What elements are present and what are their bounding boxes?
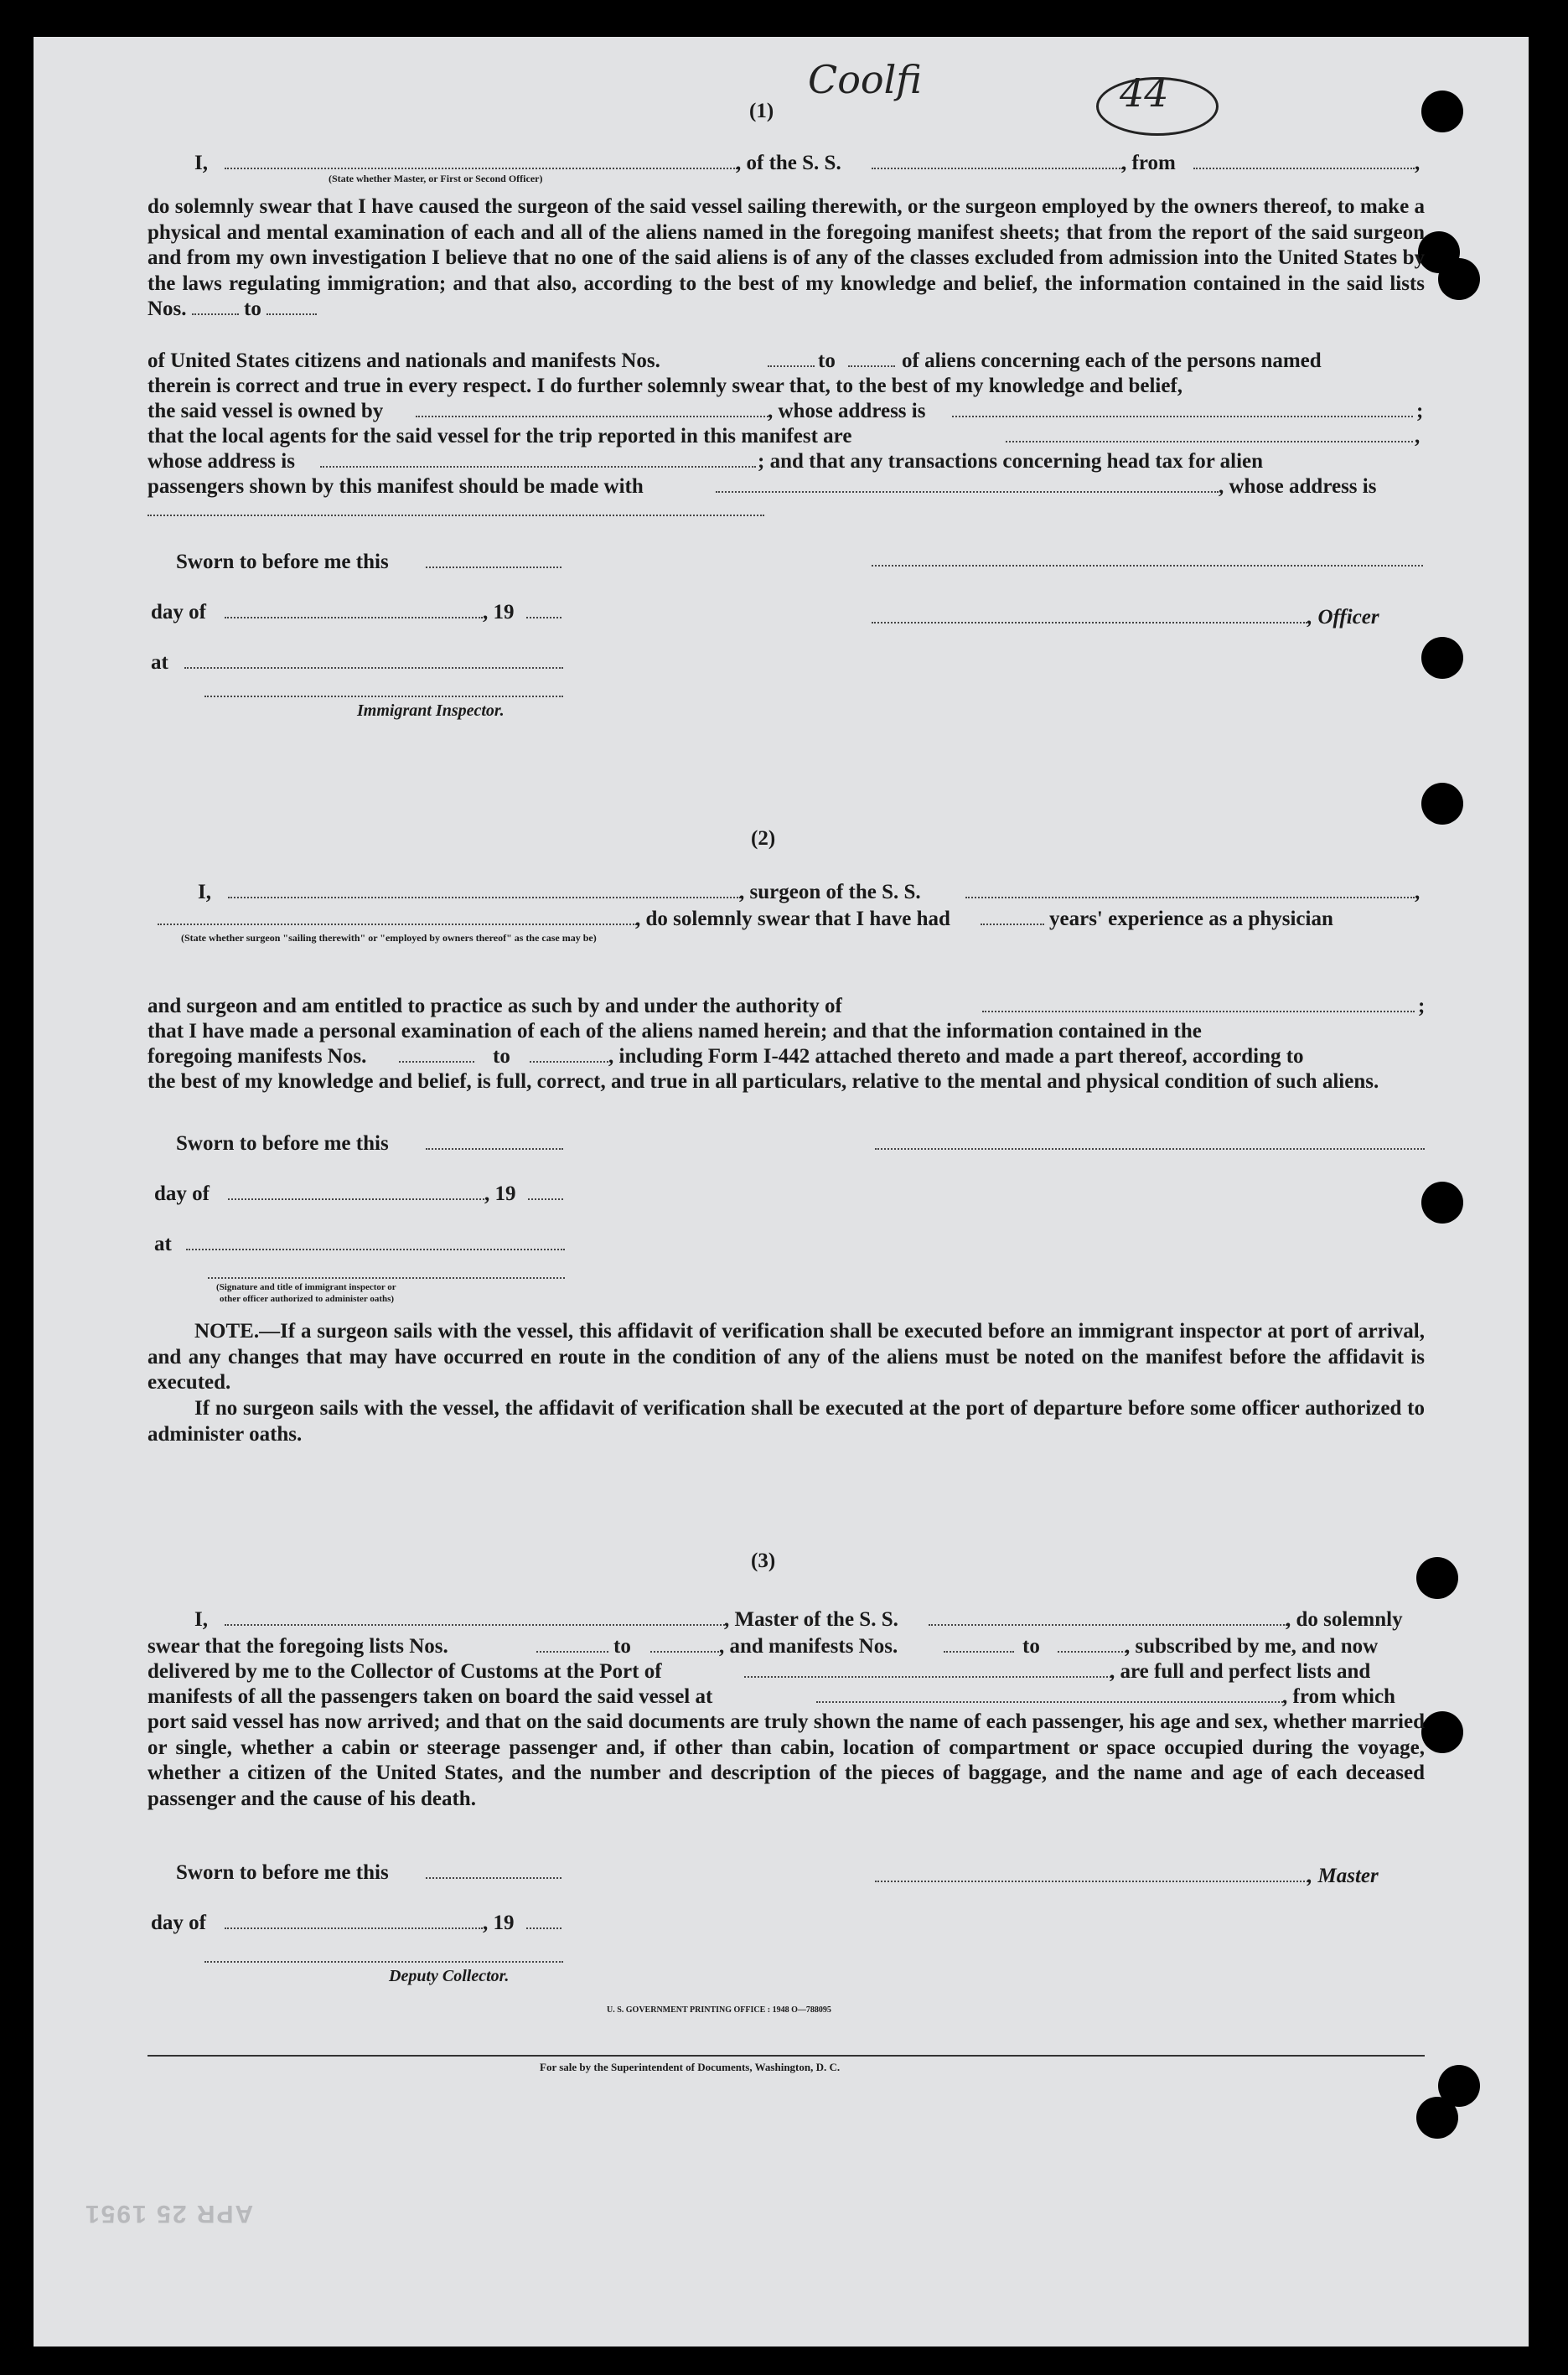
s1-day-field[interactable] — [225, 617, 483, 618]
s1-from-field[interactable] — [1193, 168, 1415, 169]
s1-owner-address-field[interactable] — [952, 416, 1413, 417]
s1-whose-address-end: , whose address is — [1219, 475, 1377, 498]
s2-surgeon-name-field[interactable] — [228, 897, 741, 898]
s3-master-label: , Master — [1307, 1865, 1379, 1887]
s3-line1-i: I, — [194, 1608, 208, 1631]
s3-to-2: to — [1022, 1635, 1040, 1658]
s1-agents-text: that the local agents for the said vessel for the trip reported in this manifest are — [147, 425, 852, 448]
s3-vessel-field[interactable] — [929, 1624, 1287, 1626]
s1-at: at — [151, 651, 168, 674]
s1-owned-text: the said vessel is owned by — [147, 400, 384, 422]
s2-status-field[interactable] — [158, 924, 637, 925]
s3-lists-to-field[interactable] — [650, 1651, 722, 1653]
s1-oath-paragraph — [147, 194, 1425, 323]
received-stamp: APR 25 1951 — [84, 2200, 254, 2228]
s3-manifests-from-field[interactable] — [944, 1651, 1014, 1653]
s1-inspector-label: Immigrant Inspector. — [357, 701, 505, 720]
s1-correct-text: therein is correct and true in every respect. I do further solemnly swear that, to the best of my knowledge and belief, — [147, 375, 1183, 397]
s1-head-tax-field[interactable] — [716, 491, 1219, 493]
s2-form-text: , including Form I-442 attached thereto and made a part thereof, according to — [608, 1045, 1304, 1068]
s2-day-of: day of — [154, 1182, 210, 1205]
s2-note-2: If no surgeon sails with the vessel, the affidavit of verification shall be executed at the port of departure before some officer authorized to administer oaths. — [147, 1397, 1425, 1446]
s1-oath-text: do solemnly swear that I have caused the surgeon of the said vessel sailing therewith, or the surgeon employed by the owners thereof, to make a physical and mental examination of each and all of the aliens named in the foregoing manifest sheets; that from the report of the said surgeon and from my own investigation I believe that no one of the said aliens is of any of the classes excluded from admission into the United States by the laws regulating immigration; and that also, according to the best of my knowledge and belief, the information contained in the said lists Nos. — [147, 195, 1425, 320]
s1-vessel-field[interactable] — [872, 168, 1123, 169]
handwritten-note: Coolfi — [808, 57, 922, 102]
s3-sworn-text: Sworn to before me this — [176, 1861, 389, 1884]
s2-at-field[interactable] — [186, 1249, 565, 1250]
punch-hole — [1421, 637, 1463, 679]
punch-hole — [1421, 91, 1463, 132]
punch-hole — [1438, 258, 1480, 300]
s2-vessel-field[interactable] — [965, 897, 1415, 898]
s1-of-ss: , of the S. S. — [736, 152, 841, 174]
s2-year-field[interactable] — [528, 1198, 563, 1200]
s2-day-field[interactable] — [228, 1198, 484, 1200]
s1-rank-caption: (State whether Master, or First or Second Officer) — [329, 173, 543, 184]
s1-at-field[interactable] — [184, 667, 563, 669]
sheet-number: 44 — [1120, 70, 1169, 116]
s1-manifests-from-field[interactable] — [768, 365, 815, 367]
s2-note-1: NOTE.—If a surgeon sails with the vessel, this affidavit of verification shall be executed before an immigrant inspector at port of arrival, and any changes that may have occurred en route in the condition of any of the aliens must be noted on the manifest before the affidavit is executed. — [147, 1320, 1425, 1394]
s1-to-1: to — [244, 298, 261, 320]
s2-sworn-text: Sworn to before me this — [176, 1132, 389, 1155]
s2-examination-text: that I have made a personal examination of each of the aliens named herein; and that the information contained in the — [147, 1020, 1202, 1043]
s2-authority-field[interactable] — [982, 1011, 1415, 1012]
s3-swear-text: swear that the foregoing lists Nos. — [147, 1635, 448, 1658]
s1-head-tax-text: ; and that any transactions concerning head tax for alien — [758, 450, 1264, 473]
s2-manifests-text: foregoing manifests Nos. — [147, 1045, 367, 1068]
s2-sig-caption-2: other officer authorized to administer oaths) — [220, 1294, 395, 1304]
s3-day-field[interactable] — [225, 1927, 483, 1929]
s3-port-field[interactable] — [744, 1676, 1111, 1678]
s1-year-text: , 19 — [483, 601, 515, 624]
s2-sig-caption-1: (Signature and title of immigrant inspector or — [216, 1282, 396, 1292]
s1-whose-address: , whose address is — [768, 400, 926, 422]
s3-lists-from-field[interactable] — [536, 1651, 608, 1653]
s2-had-text: , do solemnly swear that I have had — [635, 908, 950, 930]
s2-year-text: , 19 — [484, 1182, 516, 1205]
s3-and-manifests: , and manifests Nos. — [719, 1635, 898, 1658]
footer-rule — [147, 2055, 1425, 2057]
s3-departure-field[interactable] — [816, 1701, 1286, 1703]
punch-hole — [1416, 2097, 1458, 2139]
s3-delivered-text: delivered by me to the Collector of Customs at the Port of — [147, 1660, 662, 1683]
s2-line1-i: I, — [198, 881, 211, 903]
section-1-number: (1) — [749, 100, 774, 122]
s2-at: at — [154, 1233, 172, 1255]
s1-whose-addr-text: whose address is — [147, 450, 295, 473]
punch-hole — [1421, 783, 1463, 825]
s2-manifests-to-field[interactable] — [530, 1061, 608, 1063]
s3-from-which: , from which — [1282, 1685, 1395, 1708]
s1-sworn-text: Sworn to before me this — [176, 551, 389, 573]
s3-master-name-field[interactable] — [225, 1624, 727, 1626]
s1-officer-label: , Officer — [1307, 606, 1379, 629]
s1-head-tax-address-field[interactable] — [147, 515, 764, 516]
s3-year-text: , 19 — [483, 1912, 515, 1934]
s2-to: to — [493, 1045, 510, 1068]
s2-surgeon-of-ss: , surgeon of the S. S. — [739, 881, 921, 903]
punch-hole — [1421, 1182, 1463, 1224]
s1-from: , from — [1121, 152, 1176, 174]
s3-to-1: to — [613, 1635, 631, 1658]
s3-solemnly: , do solemnly — [1286, 1608, 1403, 1631]
s1-agents-address-field[interactable] — [320, 466, 756, 468]
s2-sworn-field[interactable] — [426, 1148, 563, 1150]
s2-authority-text: and surgeon and am entitled to practice as such by and under the authority of — [147, 995, 842, 1017]
s2-surgeon-signature[interactable] — [875, 1148, 1425, 1150]
s1-line1-i: I, — [194, 152, 208, 174]
s3-deputy-signature[interactable] — [204, 1961, 563, 1963]
s1-year-field[interactable] — [526, 617, 561, 618]
s1-officer-signature-1[interactable] — [872, 565, 1423, 567]
s1-line1-comma: , — [1415, 152, 1421, 174]
s1-lists-to-field[interactable] — [267, 313, 317, 315]
s3-manifests-all-text: manifests of all the passengers taken on board the said vessel at — [147, 1685, 713, 1708]
s1-rank-field[interactable] — [225, 168, 737, 169]
s1-officer-signature-2[interactable] — [872, 622, 1307, 624]
punch-hole — [1416, 1557, 1458, 1599]
s3-documents-paragraph: port said vessel has now arrived; and that on the said documents are truly shown the name of each passenger, his age and sex, whether married or single, whether a cabin or steerage passenger and, if other than cabin, location of compartment or space occupied during the voyage, whether a citizen of the United States, and the number and description of the pieces of baggage, and the name and age of each deceased passenger and the cause of his death. — [147, 1710, 1425, 1810]
s2-semicolon: ; — [1418, 995, 1426, 1017]
s1-semicolon: ; — [1416, 400, 1424, 422]
form-sheet — [34, 37, 1529, 2347]
punch-hole — [1421, 1711, 1463, 1753]
section-2-number: (2) — [751, 827, 776, 850]
s3-subscribed: , subscribed by me, and now — [1125, 1635, 1379, 1658]
s3-day-of: day of — [151, 1912, 206, 1934]
s3-master-of-ss: , Master of the S. S. — [724, 1608, 898, 1631]
s1-aliens-text: of aliens concerning each of the persons named — [902, 349, 1322, 372]
s2-years-field[interactable] — [981, 924, 1044, 925]
s1-lists-from-field[interactable] — [192, 313, 239, 315]
s1-sworn-field[interactable] — [426, 567, 561, 568]
s1-citizens-text: of United States citizens and nationals and manifests Nos. — [147, 349, 660, 372]
sale-notice: For sale by the Superintendent of Documents, Washington, D. C. — [540, 2061, 841, 2073]
section-3-number: (3) — [751, 1550, 776, 1572]
s1-owner-field[interactable] — [416, 416, 771, 417]
s3-manifests-to-field[interactable] — [1058, 1651, 1126, 1653]
s2-manifests-from-field[interactable] — [399, 1061, 474, 1063]
s2-line1-comma: , — [1415, 881, 1421, 903]
gpo-imprint: U. S. GOVERNMENT PRINTING OFFICE : 1948 O—788095 — [607, 2005, 831, 2015]
s1-to-2: to — [818, 349, 836, 372]
s3-sworn-field[interactable] — [426, 1877, 561, 1879]
s3-year-field[interactable] — [526, 1927, 561, 1929]
s1-day-of: day of — [151, 601, 206, 624]
s1-inspector-signature[interactable] — [204, 696, 563, 697]
s1-agents-field[interactable] — [1006, 441, 1413, 442]
s2-status-caption: (State whether surgeon "sailing therewith" or "employed by owners thereof" as the case may be) — [181, 932, 597, 944]
s3-full-text: , are full and perfect lists and — [1110, 1660, 1371, 1683]
s2-years-text: years' experience as a physician — [1049, 908, 1333, 930]
s3-deputy-label: Deputy Collector. — [389, 1967, 510, 1985]
s2-belief-paragraph: the best of my knowledge and belief, is full, correct, and true in all particulars, relative to the mental and physical condition of such aliens. — [147, 1070, 1379, 1093]
s2-inspector-signature[interactable] — [208, 1277, 565, 1279]
s1-passengers-text: passengers shown by this manifest should be made with — [147, 475, 644, 498]
s1-manifests-to-field[interactable] — [848, 365, 895, 367]
s1-agents-comma: , — [1415, 425, 1421, 448]
s3-master-signature[interactable] — [875, 1881, 1311, 1882]
